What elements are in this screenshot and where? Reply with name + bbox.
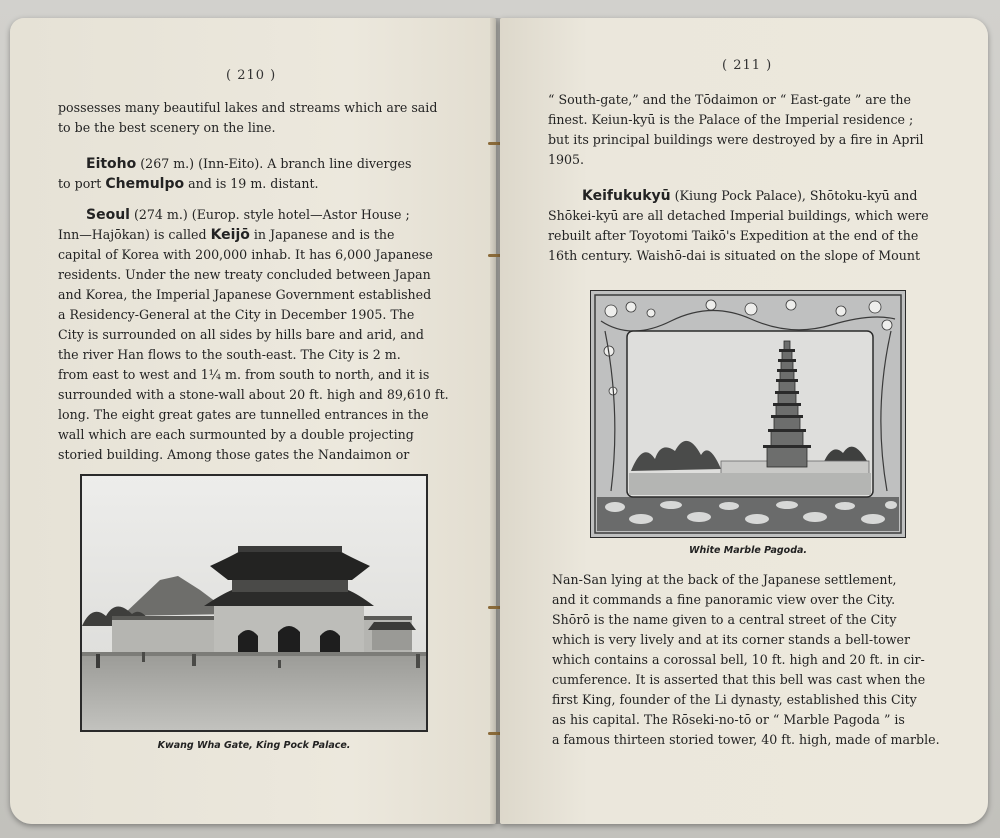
page-number-211: ( 211 ) bbox=[722, 58, 773, 73]
text-line: a famous thirteen storied tower, 40 ft. high, made of marble. bbox=[552, 732, 940, 747]
keijo-heading: Keijō bbox=[210, 227, 250, 243]
text-line: surrounded with a stone-wall about 20 ft. high and 89,610 ft. bbox=[58, 387, 449, 402]
text-line: City is surrounded on all sides by hills bare and arid, and bbox=[58, 327, 424, 342]
pagoda-illustration bbox=[591, 291, 905, 537]
text-line: Inn—Hajōkan) is called bbox=[58, 227, 211, 242]
seoul-heading: Seoul bbox=[86, 207, 130, 223]
right-page bbox=[500, 18, 988, 824]
text-line: Nan-San lying at the back of the Japanese settlement, bbox=[552, 572, 897, 587]
text-line: (267 m.) (Inn-Eito). A branch line diverges bbox=[136, 156, 412, 171]
text-line: cumference. It is asserted that this bell was cast when the bbox=[552, 672, 926, 687]
text-line: first King, founder of the Li dynasty, established this City bbox=[552, 692, 917, 707]
text-line: which is very lively and at its corner stands a bell-tower bbox=[552, 632, 911, 647]
text-line: which contains a corossal bell, 10 ft. high and 20 ft. in cir- bbox=[552, 652, 925, 667]
text-line: and it commands a fine panoramic view over the City. bbox=[552, 592, 896, 607]
nansan-paragraph bbox=[552, 570, 946, 750]
text-line: “ South-gate,” and the Tōdaimon or “ East-gate ” are the bbox=[548, 92, 911, 107]
text-line: from east to west and 1¼ m. from south to north, and it is bbox=[58, 367, 430, 382]
eitoho-paragraph bbox=[58, 154, 448, 194]
text-line: (274 m.) (Europ. style hotel—Astor House ; bbox=[129, 207, 410, 222]
text-line: wall which are each surmounted by a double projecting bbox=[58, 427, 414, 442]
photo-caption-white-marble-pagoda: White Marble Pagoda. bbox=[688, 545, 808, 556]
photo-caption-kwang-wha-gate: Kwang Wha Gate, King Pock Palace. bbox=[157, 740, 351, 751]
text-line: a Residency-General at the City in December 1905. The bbox=[58, 307, 415, 322]
text-line: long. The eight great gates are tunnelled entrances in the bbox=[58, 407, 429, 422]
text-line: and is 19 m. distant. bbox=[184, 176, 319, 191]
text-line: finest. Keiun-kyū is the Palace of the Imperial residence ; bbox=[548, 112, 914, 127]
text-line: Shōrō is the name given to a central street of the City bbox=[552, 612, 897, 627]
chemulpo-heading: Chemulpo bbox=[105, 176, 185, 192]
text-line: rebuilt after Toyotomi Taikō's Expedition at the end of the bbox=[548, 228, 919, 243]
text-line: possesses many beautiful lakes and streams which are said bbox=[58, 100, 438, 115]
white-marble-pagoda-photo bbox=[590, 290, 906, 538]
text-line: and Korea, the Imperial Japanese Government established bbox=[58, 287, 432, 302]
text-line: 16th century. Waishō-dai is situated on the slope of Mount bbox=[548, 248, 921, 263]
text-line: capital of Korea with 200,000 inhab. It has 6,000 Japanese bbox=[58, 247, 433, 262]
text-line: (Kiung Pock Palace), Shōtoku-kyū and bbox=[670, 188, 918, 203]
gate-illustration bbox=[82, 476, 426, 730]
eitoho-heading: Eitoho bbox=[86, 156, 137, 172]
keifukukyu-heading: Keifukukyū bbox=[582, 188, 671, 204]
seoul-paragraph bbox=[58, 205, 448, 465]
text-line: but its principal buildings were destroyed by a fire in April bbox=[548, 132, 924, 147]
text-line: to port bbox=[58, 176, 106, 191]
kwang-wha-gate-photo bbox=[80, 474, 428, 732]
left-page bbox=[10, 18, 496, 824]
text-line: as his capital. The Rōseki-no-tō or “ Marble Pagoda ” is bbox=[552, 712, 905, 727]
gates-paragraph bbox=[548, 90, 942, 170]
text-line: residents. Under the new treaty concluded between Japan bbox=[58, 267, 431, 282]
text-line: in Japanese and is the bbox=[249, 227, 395, 242]
intro-paragraph bbox=[58, 98, 444, 138]
keifukukyu-paragraph bbox=[548, 186, 942, 266]
text-line: to be the best scenery on the line. bbox=[58, 120, 276, 135]
text-line: 1905. bbox=[548, 152, 585, 167]
text-line: Shōkei-kyū are all detached Imperial buildings, which were bbox=[548, 208, 929, 223]
page-number-210: ( 210 ) bbox=[226, 68, 277, 83]
text-line: storied building. Among those gates the Nandaimon or bbox=[58, 447, 410, 462]
text-line: the river Han flows to the south-east. The City is 2 m. bbox=[58, 347, 401, 362]
